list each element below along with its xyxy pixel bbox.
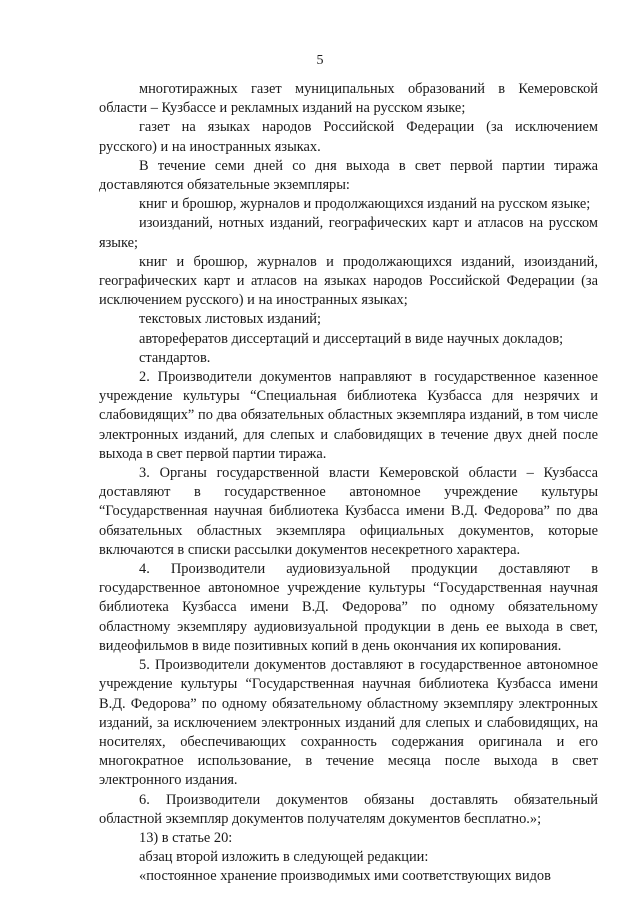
paragraph: изоизданий, нотных изданий, географических карт и атласов на русском языке; [99, 215, 598, 251]
paragraph: «постоянное хранение производимых ими соответствующих видов [139, 868, 551, 885]
paragraph: В течение семи дней со дня выхода в свет первой партии тиража доставляются обязательные экземпляры: [99, 157, 598, 194]
paragraph: книг и брошюр, журналов и продолжающихся изданий на русском языке; [139, 196, 591, 213]
paragraph: 4. Производители аудиовизуальной продукции доставляют в государственное автономное учреждение культуры “Государственная научная библиотека Кузбасса имени В.Д. Федорова” по одному обязательному областному экземпляру аудиовизуальной продукции в день ее выхода в свет, видеофильмов в виде позитивных копий в день окончания их копирования. [99, 561, 598, 654]
paragraph: стандартов. [139, 349, 211, 366]
paragraph: газет на языках народов Российской Федерации (за исключением русского) и на иностранных языках. [99, 119, 598, 155]
document-body [99, 80, 598, 887]
paragraph: текстовых листовых изданий; [139, 311, 322, 328]
paragraph: абзац второй изложить в следующей редакции: [139, 849, 429, 866]
paragraph: 6. Производители документов обязаны доставлять обязательный областной экземпляр документов получателям документов бесплатно.»; [99, 791, 598, 827]
paragraph: 3. Органы государственной власти Кемеровской области – Кузбасса доставляют в государственное автономное учреждение культуры “Государственная научная библиотека Кузбасса имени В.Д. Федорова” по два обязательных областных экземпляра официальных документов, которые включаются в списки рассылки документов несекретного характера. [99, 465, 598, 558]
paragraph: 13) в статье 20: [139, 829, 233, 846]
paragraph: 2. Производители документов направляют в государственное казенное учреждение культуры “Специальная библиотека Кузбасса для незрячих и слабовидящих” по два обязательных областных экземпляра изданий, в том числе электронных изданий, для слепых и слабовидящих в течение двух дней после выхода в свет первой партии тиража. [99, 369, 598, 462]
paragraph: 5. Производители документов доставляют в государственное автономное учреждение культуры “Государственная научная библиотека Кузбасса имени В.Д. Федорова” по одному обязательному областному экземпляру электронных изданий, за исключением электронных изданий для слепых и слабовидящих, на носителях, обеспечивающих сохранность содержания оригинала и его многократное использование, в течение месяца после выхода в свет электронного издания. [99, 657, 598, 789]
paragraph: многотиражных газет муниципальных образований в Кемеровской области – Кузбассе и рекламных изданий на русском языке; [99, 81, 598, 117]
paragraph: авторефератов диссертаций и диссертаций в виде научных докладов; [139, 330, 564, 347]
paragraph: книг и брошюр, журналов и продолжающихся изданий, изоизданий, географических карт и атласов на языках народов Российской Федерации (за исключением русского) и на иностранных языках; [99, 253, 598, 309]
page-number: 5 [316, 53, 324, 68]
